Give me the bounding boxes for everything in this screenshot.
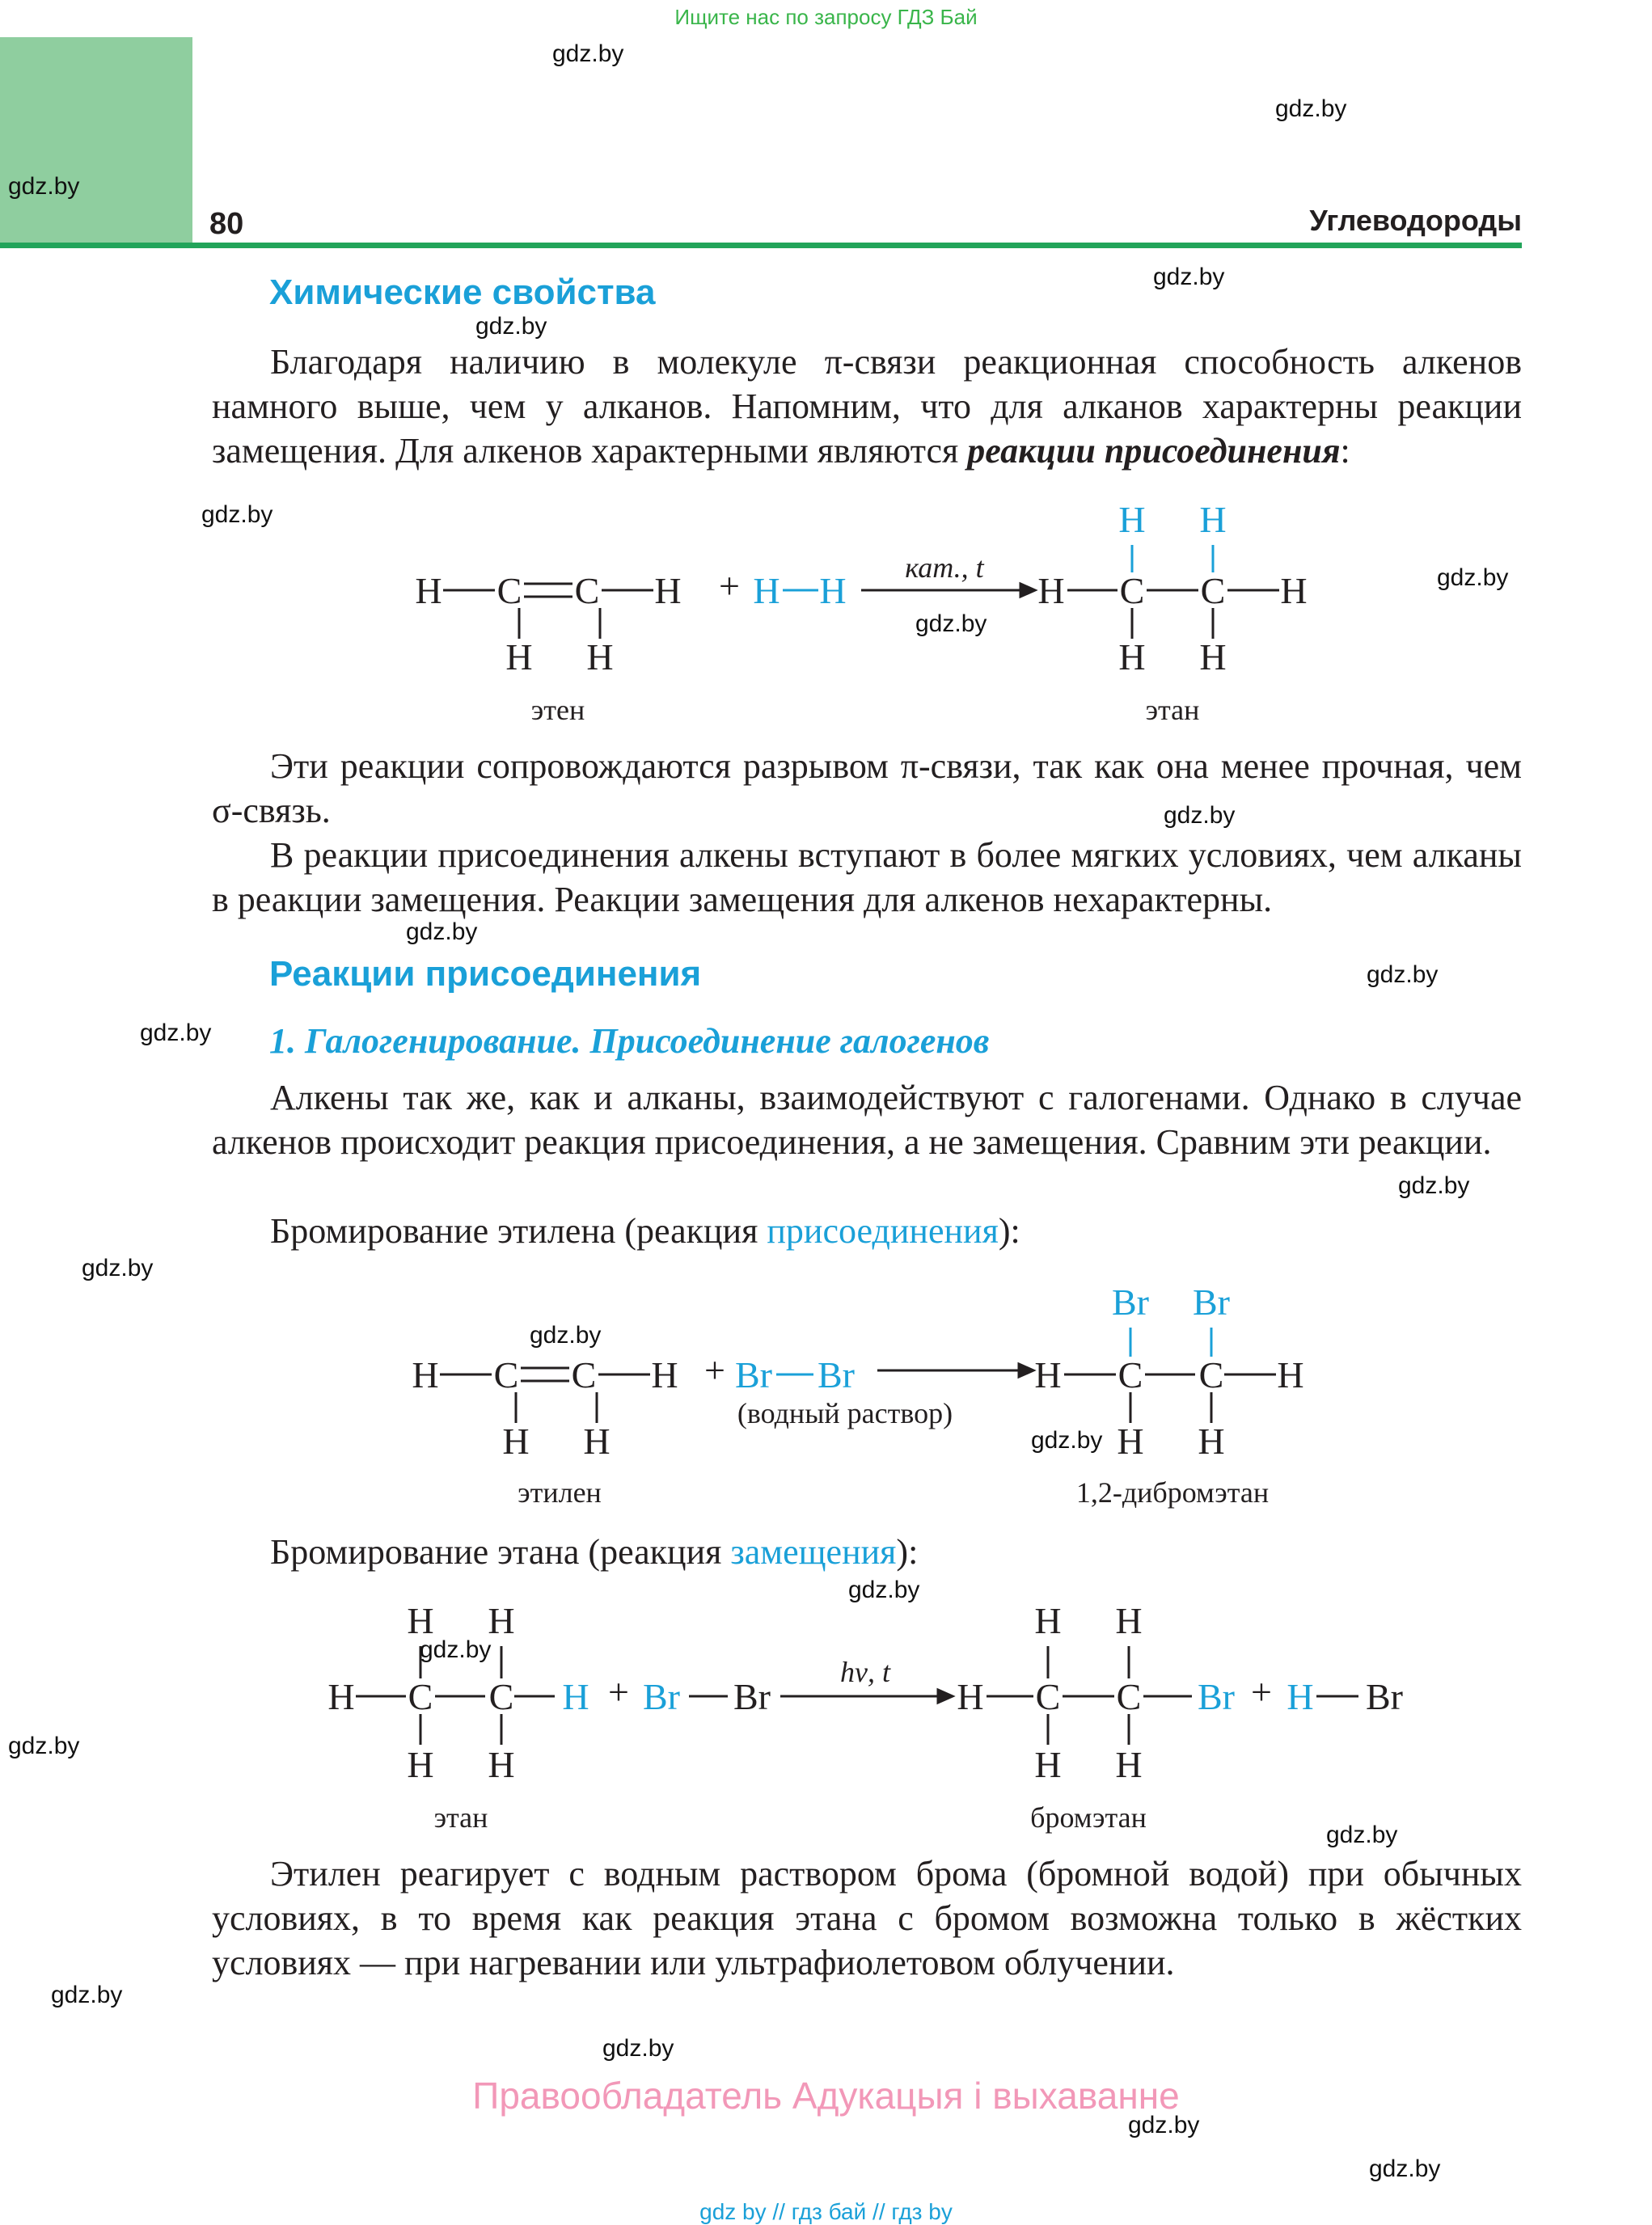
paragraph-intro-end: : bbox=[1340, 431, 1350, 471]
atom-c: C bbox=[488, 1676, 514, 1717]
watermark: gdz.by bbox=[201, 501, 273, 528]
watermark: gdz.by bbox=[82, 1255, 154, 1281]
paragraph-pi-bond bbox=[212, 744, 1522, 833]
footer-links: gdz by // гдз бай // гдз by bbox=[699, 2199, 953, 2224]
keyword-addition: присоединения bbox=[767, 1211, 999, 1251]
ethene-label: этен bbox=[530, 694, 585, 726]
paragraph-ethane-bromination bbox=[212, 1530, 1522, 1574]
atom-c: C bbox=[408, 1676, 433, 1717]
condition-catalyst: кат., t bbox=[905, 551, 984, 584]
bromoethane-label: бромэтан bbox=[1030, 1801, 1147, 1834]
atom-br-blue: Br bbox=[1193, 1281, 1230, 1323]
ethane-label: этан bbox=[433, 1801, 488, 1834]
top-promo: Ищите нас по запросу ГДЗ Бай bbox=[674, 5, 978, 29]
ethylene-bromination-end: ): bbox=[998, 1211, 1020, 1251]
watermark: gdz.by bbox=[8, 173, 80, 200]
atom-h: H bbox=[1118, 636, 1146, 678]
keyword-substitution: замещения bbox=[730, 1532, 897, 1572]
atom-h: H bbox=[1034, 1600, 1062, 1641]
rights-holder: Правообладатель Адукацыя і выхаванне bbox=[472, 2075, 1180, 2117]
atom-h: H bbox=[957, 1676, 984, 1717]
keyword-addition-reactions: реакции присоединения bbox=[967, 431, 1341, 471]
paragraph-intro-text: Благодаря наличию в молекуле π-связи реакционная способность алкенов намного выше, чем у алканов. Напомним, что для алканов характерны реакции замещения. Для алкенов характерными являются bbox=[212, 342, 1522, 471]
atom-c: C bbox=[1200, 570, 1226, 611]
atom-h: H bbox=[1037, 570, 1065, 611]
reaction-ethane-bromination bbox=[315, 1585, 1431, 1843]
ethane-bromination-text: Бромирование этана (реакция bbox=[270, 1532, 731, 1572]
paragraph-conditions-comparison bbox=[212, 1851, 1522, 1985]
atom-h-blue: H bbox=[1118, 499, 1146, 540]
atom-h: H bbox=[407, 1600, 434, 1641]
atom-h: H bbox=[1034, 1744, 1062, 1785]
atom-h: H bbox=[651, 1354, 678, 1395]
atom-c: C bbox=[571, 1354, 597, 1395]
chapter-title: Углеводороды bbox=[1309, 204, 1522, 237]
atom-h-blue: H bbox=[562, 1676, 589, 1717]
atom-h: H bbox=[1199, 636, 1227, 678]
atom-h: H bbox=[407, 1744, 434, 1785]
condition-light-heat: hν, t bbox=[840, 1656, 890, 1688]
plus-sign: + bbox=[719, 565, 740, 606]
atom-h: H bbox=[1034, 1354, 1062, 1395]
condition-aqueous-solution: (водный раствор) bbox=[737, 1397, 953, 1429]
atom-h: H bbox=[505, 636, 533, 678]
paragraph-intro bbox=[212, 340, 1522, 473]
conditions-comparison-text: Этилен реагирует с водным раствором брома (бромной водой) при обычных условиях, в то время как реакция этана с бромом возможна только в жёстких условиях — при нагревании или ультрафиолетовом облучении. bbox=[212, 1854, 1522, 1982]
atom-h: H bbox=[412, 1354, 439, 1395]
page-number: 80 bbox=[209, 207, 244, 241]
header-rule bbox=[0, 243, 1522, 248]
paragraph-halogens-text: Алкены так же, как и алканы, взаимодействуют с галогенами. Однако в случае алкенов происходит реакция присоединения, а не замещения. Сравним эти реакции. bbox=[212, 1078, 1522, 1162]
subsection-title-halogenation: 1. Галогенирование. Присоединение галогенов bbox=[269, 1021, 990, 1061]
atom-h: H bbox=[1115, 1744, 1143, 1785]
atom-c: C bbox=[1119, 570, 1145, 611]
watermark: gdz.by bbox=[140, 1020, 212, 1046]
paragraph-mild-conditions-text: В реакции присоединения алкены вступают в более мягких условиях, чем алканы в реакции замещения. Реакции замещения для алкенов нехарактерны. bbox=[212, 835, 1522, 919]
watermark: gdz.by bbox=[530, 1322, 602, 1349]
ethylene-label: этилен bbox=[518, 1476, 602, 1509]
atom-h: H bbox=[1198, 1421, 1225, 1462]
atom-br: Br bbox=[1366, 1676, 1403, 1717]
atom-h-blue: H bbox=[753, 570, 780, 611]
atom-c: C bbox=[1116, 1676, 1142, 1717]
atom-br-blue: Br bbox=[1112, 1281, 1149, 1323]
atom-c: C bbox=[493, 1354, 519, 1395]
watermark: gdz.by bbox=[915, 610, 987, 637]
atom-c: C bbox=[496, 570, 522, 611]
plus-sign: + bbox=[1251, 1671, 1272, 1712]
atom-h: H bbox=[488, 1744, 515, 1785]
atom-h: H bbox=[654, 570, 682, 611]
atom-br: Br bbox=[733, 1676, 771, 1717]
watermark: gdz.by bbox=[1128, 2112, 1200, 2138]
corner-tab bbox=[0, 37, 192, 246]
section-title-addition-reactions: Реакции присоединения bbox=[269, 954, 702, 994]
paragraph-mild-conditions bbox=[212, 833, 1522, 922]
watermark: gdz.by bbox=[552, 40, 624, 67]
atom-h: H bbox=[488, 1600, 515, 1641]
watermark: gdz.by bbox=[602, 2035, 674, 2062]
atom-h: H bbox=[502, 1421, 530, 1462]
watermark: gdz.by bbox=[1369, 2155, 1441, 2182]
atom-h: H bbox=[1117, 1421, 1144, 1462]
watermark: gdz.by bbox=[1164, 802, 1236, 829]
watermark: gdz.by bbox=[475, 313, 547, 340]
paragraph-ethylene-bromination bbox=[212, 1209, 1522, 1253]
atom-h: H bbox=[586, 636, 614, 678]
atom-br-blue: Br bbox=[735, 1354, 772, 1395]
plus-sign: + bbox=[704, 1349, 725, 1391]
ethane-label: этан bbox=[1145, 694, 1200, 726]
atom-br-blue: Br bbox=[818, 1354, 855, 1395]
watermark: gdz.by bbox=[1437, 564, 1509, 591]
paragraph-pi-bond-text: Эти реакции сопровождаются разрывом π-связи, так как она менее прочная, чем σ-связь. bbox=[212, 746, 1522, 830]
watermark: gdz.by bbox=[420, 1636, 492, 1663]
atom-br-blue: Br bbox=[643, 1676, 680, 1717]
watermark: gdz.by bbox=[51, 1982, 123, 2008]
atom-h: H bbox=[327, 1676, 355, 1717]
atom-h-blue: H bbox=[819, 570, 847, 611]
section-title-chemical-properties: Химические свойства bbox=[269, 272, 656, 312]
watermark: gdz.by bbox=[1153, 264, 1225, 290]
atom-c: C bbox=[574, 570, 600, 611]
atom-h: H bbox=[415, 570, 442, 611]
watermark: gdz.by bbox=[1367, 961, 1439, 988]
paragraph-halogens bbox=[212, 1075, 1522, 1164]
atom-h: H bbox=[583, 1421, 611, 1462]
watermark: gdz.by bbox=[1326, 1822, 1398, 1848]
atom-h-blue: H bbox=[1287, 1676, 1314, 1717]
watermark: gdz.by bbox=[406, 918, 478, 945]
atom-br-blue: Br bbox=[1198, 1676, 1235, 1717]
atom-h: H bbox=[1277, 1354, 1304, 1395]
watermark: gdz.by bbox=[848, 1577, 920, 1603]
reaction-ethylene-bromination bbox=[404, 1269, 1334, 1512]
atom-c: C bbox=[1035, 1676, 1061, 1717]
dibromoethane-label: 1,2-дибромэтан bbox=[1075, 1476, 1270, 1509]
ethylene-bromination-text: Бромирование этилена (реакция bbox=[270, 1211, 767, 1251]
atom-c: C bbox=[1198, 1354, 1224, 1395]
ethane-bromination-end: ): bbox=[896, 1532, 919, 1572]
reaction-hydrogenation bbox=[404, 485, 1334, 736]
atom-h: H bbox=[1115, 1600, 1143, 1641]
watermark: gdz.by bbox=[1275, 95, 1347, 122]
watermark: gdz.by bbox=[1031, 1427, 1103, 1454]
watermark: gdz.by bbox=[1398, 1172, 1470, 1199]
atom-h-blue: H bbox=[1199, 499, 1227, 540]
atom-c: C bbox=[1118, 1354, 1143, 1395]
atom-h: H bbox=[1280, 570, 1308, 611]
watermark: gdz.by bbox=[8, 1733, 80, 1759]
plus-sign: + bbox=[608, 1671, 629, 1712]
